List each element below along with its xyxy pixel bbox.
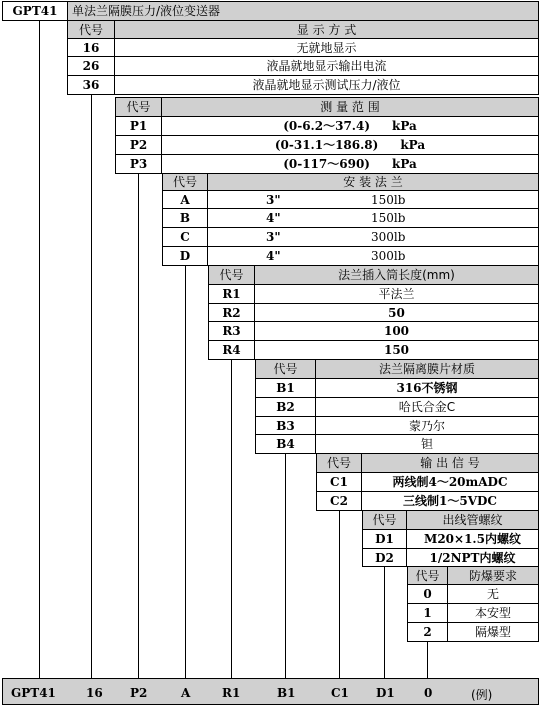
connector-insertion — [231, 360, 232, 679]
material-code-header: 代号 — [255, 359, 316, 379]
explosion-code-2: 2 — [407, 622, 448, 642]
material-header: 法兰隔离膜片材质 — [315, 359, 539, 379]
flange-code-c: C — [162, 227, 208, 247]
example-model: GPT41 — [11, 686, 56, 700]
insertion-code-r4: R4 — [208, 340, 255, 360]
flange-row-c — [207, 227, 539, 247]
flange-size-b: 4" — [266, 211, 281, 225]
example-range: P2 — [130, 686, 148, 700]
thread-code-header: 代号 — [362, 510, 407, 530]
range-value-p2: (0-31.1～186.8) — [274, 138, 379, 152]
explosion-desc-0: 无 — [447, 584, 539, 604]
material-code-b1: B1 — [255, 378, 316, 398]
display-desc-36: 液晶就地显示测试压力/液位 — [114, 75, 539, 95]
display-code-16: 16 — [67, 38, 115, 57]
material-desc-b3: 蒙乃尔 — [315, 416, 539, 435]
flange-row-b — [207, 208, 539, 228]
flange-row-d — [207, 246, 539, 266]
insertion-desc-r3: 100 — [254, 321, 539, 341]
insertion-code-r1: R1 — [208, 284, 255, 304]
insertion-desc-r4: 150 — [254, 340, 539, 360]
display-desc-26: 液晶就地显示输出电流 — [114, 56, 539, 76]
range-value-p3: (0-117～690) — [283, 157, 370, 171]
insertion-desc-r2: 50 — [254, 303, 539, 322]
material-desc-b4: 钽 — [315, 434, 539, 454]
range-row-p3 — [161, 154, 539, 174]
explosion-desc-1: 本安型 — [447, 603, 539, 623]
example-material: B1 — [277, 686, 296, 700]
range-unit-p3: kPa — [392, 157, 417, 171]
insertion-code-r2: R2 — [208, 303, 255, 322]
connector-material — [285, 454, 286, 679]
output-code-c2: C2 — [316, 491, 362, 511]
flange-header: 安 装 法 兰 — [207, 173, 539, 191]
range-code-p2: P2 — [115, 135, 162, 155]
display-header: 显 示 方 式 — [114, 20, 539, 39]
product-title: 单法兰隔膜压力/液位变送器 — [67, 1, 539, 21]
insertion-code-header: 代号 — [208, 265, 255, 285]
material-code-b2: B2 — [255, 397, 316, 417]
example-output: C1 — [331, 686, 349, 700]
range-unit-p2: kPa — [400, 138, 426, 152]
model-code-cell: GPT41 — [2, 1, 68, 21]
connector-thread — [384, 567, 385, 679]
material-code-b4: B4 — [255, 434, 316, 454]
explosion-code-header: 代号 — [407, 566, 448, 585]
flange-code-d: D — [162, 246, 208, 266]
explosion-code-0: 0 — [407, 584, 448, 604]
example-thread: D1 — [376, 686, 395, 700]
flange-rating-d: 300lb — [371, 249, 406, 263]
range-value-p1: (0-6.2～37.4) — [283, 119, 370, 133]
range-code-p1: P1 — [115, 116, 162, 136]
output-code-c1: C1 — [316, 472, 362, 492]
range-code-header: 代号 — [115, 97, 162, 117]
range-row-p1 — [161, 116, 539, 136]
flange-row-a — [207, 190, 539, 209]
material-desc-b2: 哈氏合金C — [315, 397, 539, 417]
flange-code-header: 代号 — [162, 173, 208, 191]
thread-header: 出线管螺纹 — [406, 510, 539, 530]
thread-code-d2: D2 — [362, 548, 407, 567]
flange-size-d: 4" — [266, 249, 281, 263]
flange-code-b: B — [162, 208, 208, 228]
flange-rating-a: 150lb — [371, 192, 406, 207]
example-note: (例) — [471, 688, 493, 702]
range-code-p3: P3 — [115, 154, 162, 174]
example-explosion: 0 — [424, 686, 433, 700]
output-header: 输 出 信 号 — [361, 453, 539, 473]
display-desc-16: 无就地显示 — [114, 38, 539, 57]
example-display: 16 — [86, 686, 103, 700]
flange-size-c: 3" — [266, 230, 281, 244]
thread-desc-d2: 1/2NPT内螺纹 — [406, 548, 539, 567]
flange-rating-c: 300lb — [371, 230, 406, 244]
connector-explosion — [427, 642, 428, 679]
explosion-header: 防爆要求 — [447, 566, 539, 585]
connector-range — [138, 174, 139, 679]
connector-display — [91, 95, 92, 679]
connector-output — [339, 511, 340, 679]
display-code-26: 26 — [67, 56, 115, 76]
material-desc-b1: 316不锈钢 — [315, 378, 539, 398]
material-code-b3: B3 — [255, 416, 316, 435]
output-desc-c1: 两线制4～20mADC — [361, 472, 539, 492]
display-code-36: 36 — [67, 75, 115, 95]
flange-rating-b: 150lb — [371, 211, 406, 225]
output-desc-c2: 三线制1～5VDC — [361, 491, 539, 511]
example-insertion: R1 — [222, 686, 241, 700]
flange-size-a: 3" — [266, 192, 281, 207]
range-row-p2 — [161, 135, 539, 155]
thread-desc-d1: M20×1.5内螺纹 — [406, 529, 539, 549]
connector-model — [39, 21, 40, 679]
connector-flange — [185, 266, 186, 679]
range-unit-p1: kPa — [392, 119, 417, 133]
example-row — [2, 678, 539, 705]
explosion-desc-2: 隔爆型 — [447, 622, 539, 642]
thread-code-d1: D1 — [362, 529, 407, 549]
example-flange: A — [181, 686, 191, 700]
output-code-header: 代号 — [316, 453, 362, 473]
insertion-code-r3: R3 — [208, 321, 255, 341]
insertion-desc-r1: 平法兰 — [254, 284, 539, 304]
explosion-code-1: 1 — [407, 603, 448, 623]
insertion-header: 法兰插入筒长度(mm) — [254, 265, 539, 285]
flange-code-a: A — [162, 190, 208, 209]
display-code-header: 代号 — [67, 20, 115, 39]
range-header: 测 量 范 围 — [161, 97, 539, 117]
